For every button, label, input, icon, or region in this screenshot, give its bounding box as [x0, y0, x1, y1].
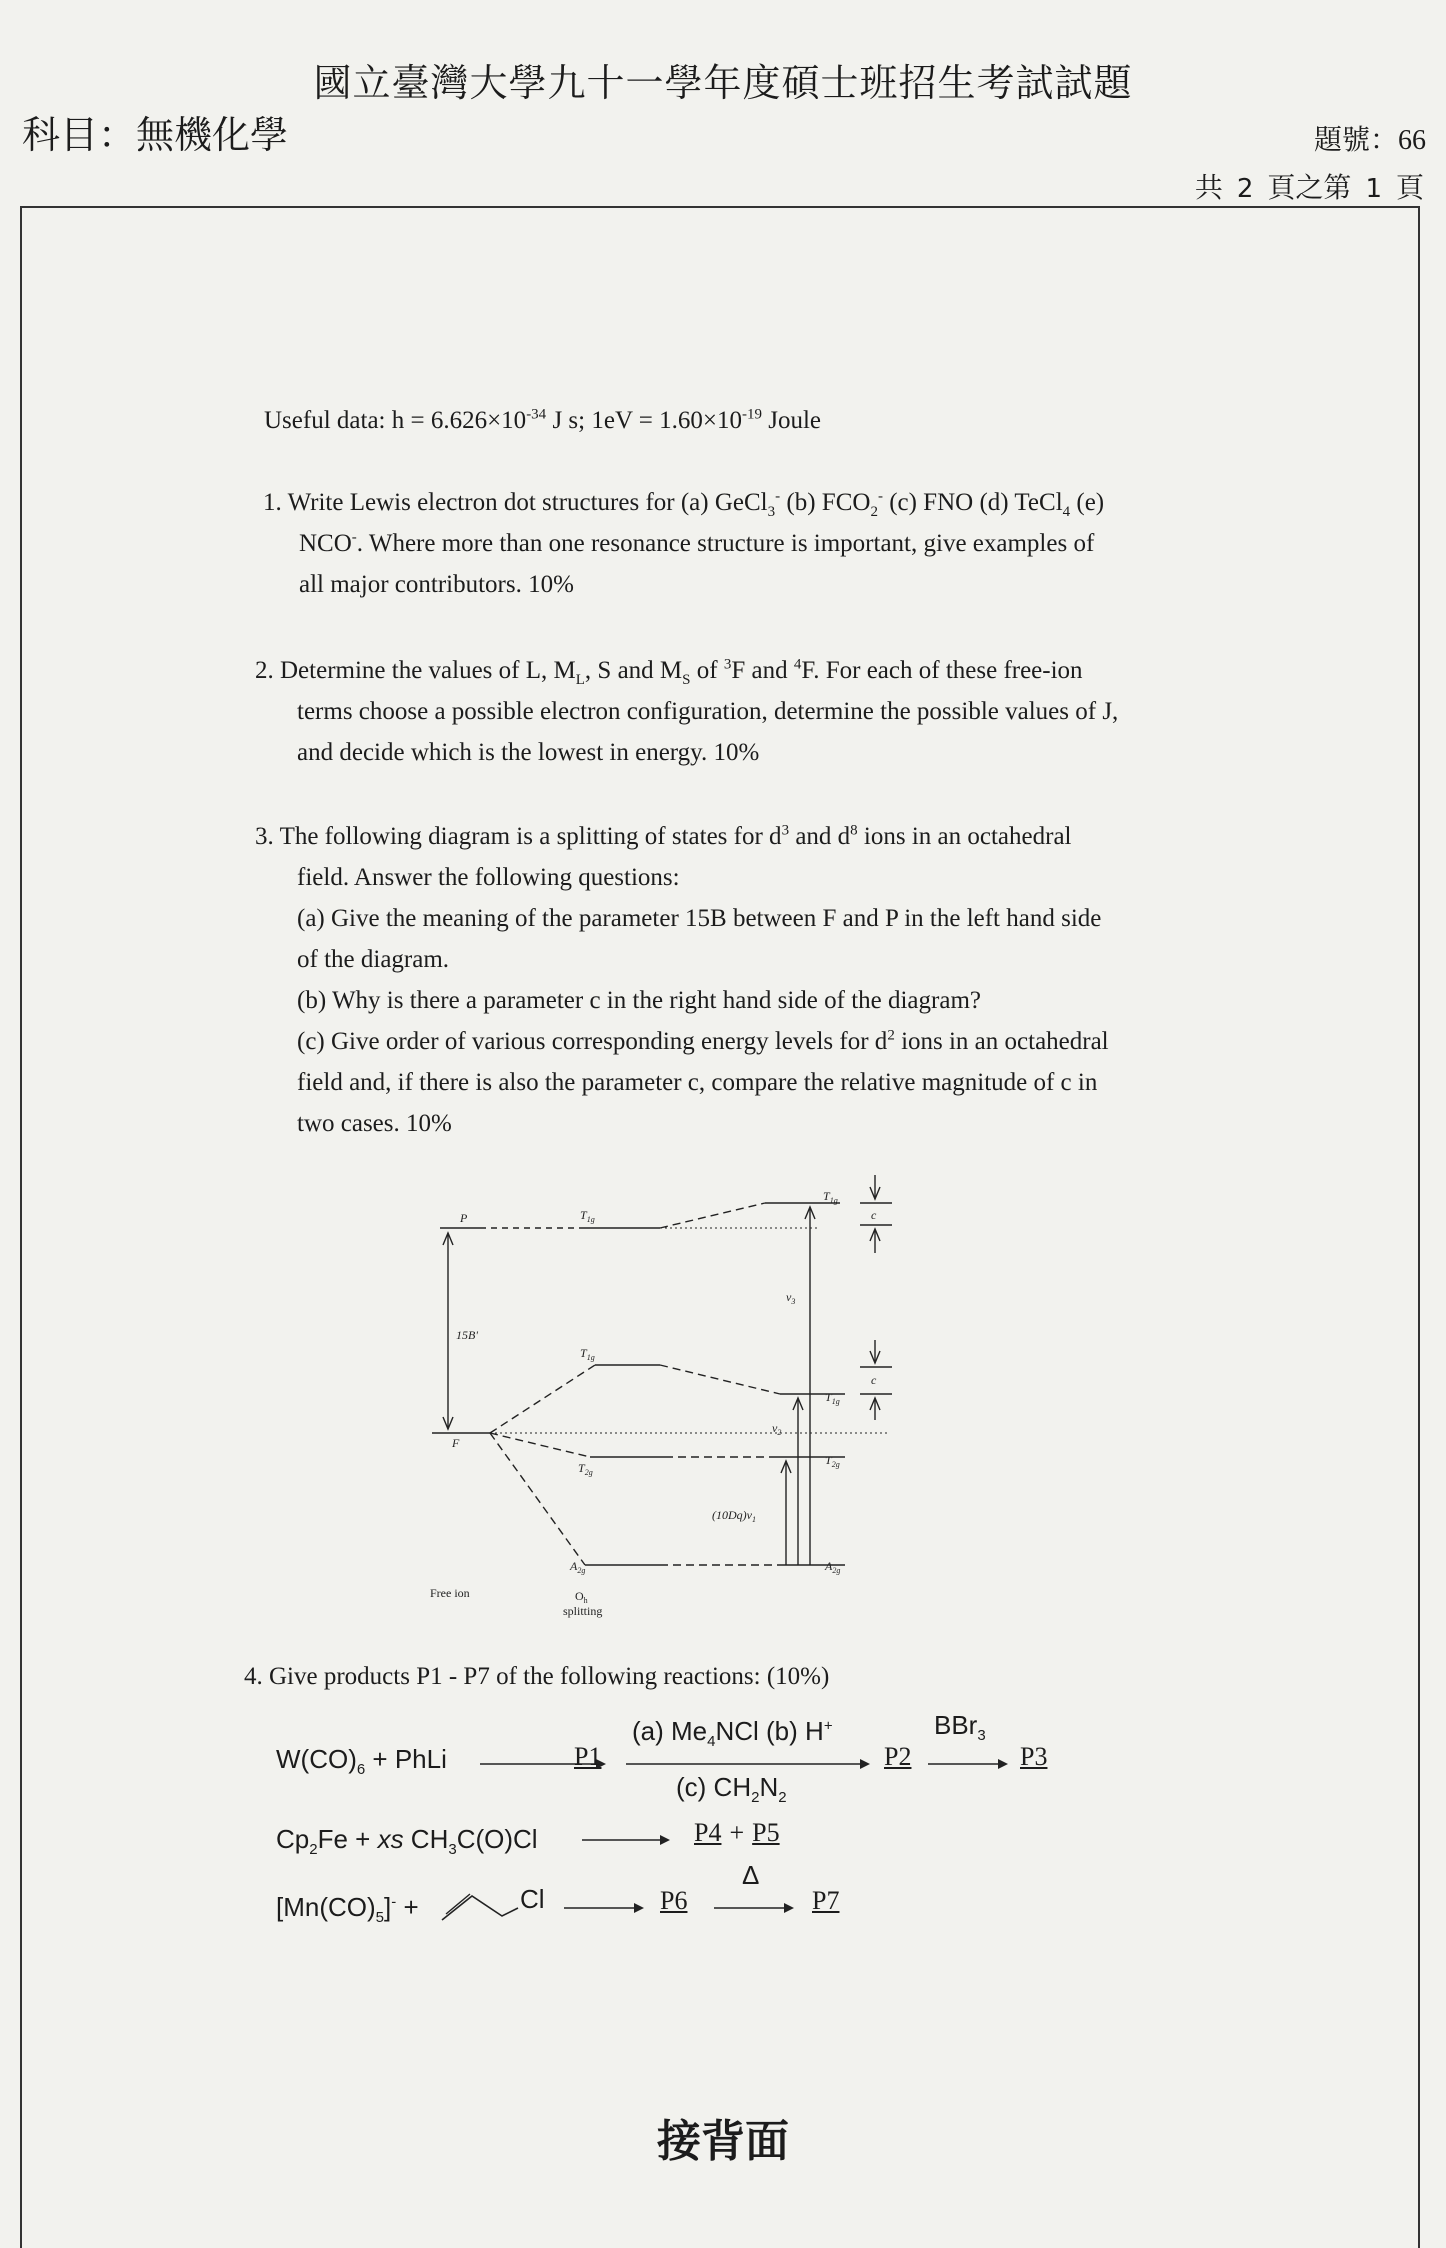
reagent-bbr3: BBr$_3$ — [934, 1710, 986, 1745]
label-a2g: $A_{2g}$ — [570, 1559, 586, 1575]
arrow-6 — [712, 1896, 802, 1916]
label-v3: $\nu_3$ — [786, 1290, 796, 1306]
splitting-diagram — [420, 1175, 920, 1635]
label-oh: $O_h$ — [575, 1589, 588, 1605]
useful-data: Useful data: $h = 6.626\times 10^{-34}$ J s; $1eV = 1.60\times 10^{-19}$ Joule — [264, 406, 822, 434]
question-3: 3. The following diagram is a splitting of states for $d^3$ and $d^8$ ions in an octahedral field. Answer the following questions: (a) Give the meaning of the parameter 15B between F and P in the left hand side of the diagram. (b) Why is there a parameter c in the right hand side of the diagram? (c) Give order of various corresponding energy levels for $d^2$ ions in an octahedral field and, if there is also the parameter c, compare the relative magnitude of c in two cases. 10% — [255, 822, 1109, 1137]
continue-on-back: 接背面 — [657, 2116, 789, 2167]
label-f: F — [452, 1436, 460, 1450]
page-total: 2 — [1236, 174, 1254, 204]
product-p2: P2 — [884, 1742, 912, 1771]
page-info: 共 2 頁之第 1 頁 — [1194, 173, 1424, 204]
label-t1g-top: $T_{1g}$ — [823, 1189, 838, 1205]
reaction-3-chloride: Cl — [520, 1884, 545, 1914]
reaction-1-reactants: $W(CO)_6$ + PhLi — [276, 1744, 447, 1779]
question-number-label: 題號： — [1313, 125, 1398, 156]
product-p7: P7 — [812, 1886, 840, 1915]
subject-label: 科目：無機化學 — [22, 113, 289, 157]
exam-title: 國立臺灣大學九十一學年度碩士班招生考試試題 — [313, 61, 1133, 105]
reaction-3-reactants: $[Mn(CO)_5]^-$ + — [276, 1892, 419, 1927]
label-v2: $\nu_2$ — [772, 1421, 782, 1437]
label-t1g-low: $T_{1g}$ — [825, 1390, 840, 1406]
product-p6: P6 — [660, 1886, 688, 1915]
label-t2g: $T_{2g}$ — [578, 1461, 593, 1477]
product-p3: P3 — [1020, 1742, 1048, 1771]
page-current: 1 — [1365, 174, 1382, 204]
label-v1: $(10Dq)\nu_1$ — [712, 1508, 756, 1524]
arrow-5 — [562, 1896, 652, 1916]
arrow-2 — [624, 1752, 874, 1772]
reaction-2-reactants: $Cp_2Fe$ + xs $CH_3C(O)Cl$ — [276, 1824, 538, 1859]
arrow-3 — [926, 1752, 1016, 1772]
product-p1: P1 — [574, 1742, 602, 1771]
question-4: 4. Give products P1 - P7 of the following reactions: (10%) — [244, 1663, 830, 1690]
label-t1g-f: $T_{1g}$ — [580, 1346, 595, 1362]
reaction-1-reagents-top: (a) $Me_4NCl$ (b) H+ — [632, 1716, 833, 1751]
label-free-ion: Free ion — [430, 1586, 470, 1600]
allyl-chain-icon — [440, 1886, 520, 1926]
arrow-4 — [580, 1828, 680, 1848]
label-splitting: splitting — [563, 1604, 603, 1618]
reaction-1-reagents-bottom: (c) $CH_2N_2$ — [676, 1772, 787, 1807]
label-t2g-right: $T_{2g}$ — [825, 1453, 840, 1469]
label-c-mid: c — [871, 1373, 877, 1387]
question-2: 2. Determine the values of L, $M_L$, S and $M_S$ of $^3$F and $^4$F. For each of these free-ion terms choose a possible electron configuration, determine the possible values of J, and decide which is the lowest in energy. 10% — [255, 656, 1119, 766]
label-p: P — [460, 1211, 468, 1225]
question-1: 1. Write Lewis electron dot structures for (a) GeCl$_3$- (b) $FCO_2^-$ (c) FNO (d) TeCl$_4$ (e) NCO-. Where more than one resonance structure is important, give examples of all major contributors. 10% — [263, 488, 1105, 598]
label-t1g-p: $T_{1g}$ — [580, 1208, 595, 1224]
heat-symbol: Δ — [742, 1860, 760, 1890]
products-p4-p5: P4 + P5 — [694, 1818, 780, 1847]
question-number-value: 66 — [1398, 125, 1426, 156]
label-15b: 15B' — [456, 1328, 478, 1342]
label-a2g-right: $A_{2g}$ — [825, 1559, 841, 1575]
question-number — [1314, 118, 1426, 158]
label-c-top: c — [871, 1208, 877, 1222]
